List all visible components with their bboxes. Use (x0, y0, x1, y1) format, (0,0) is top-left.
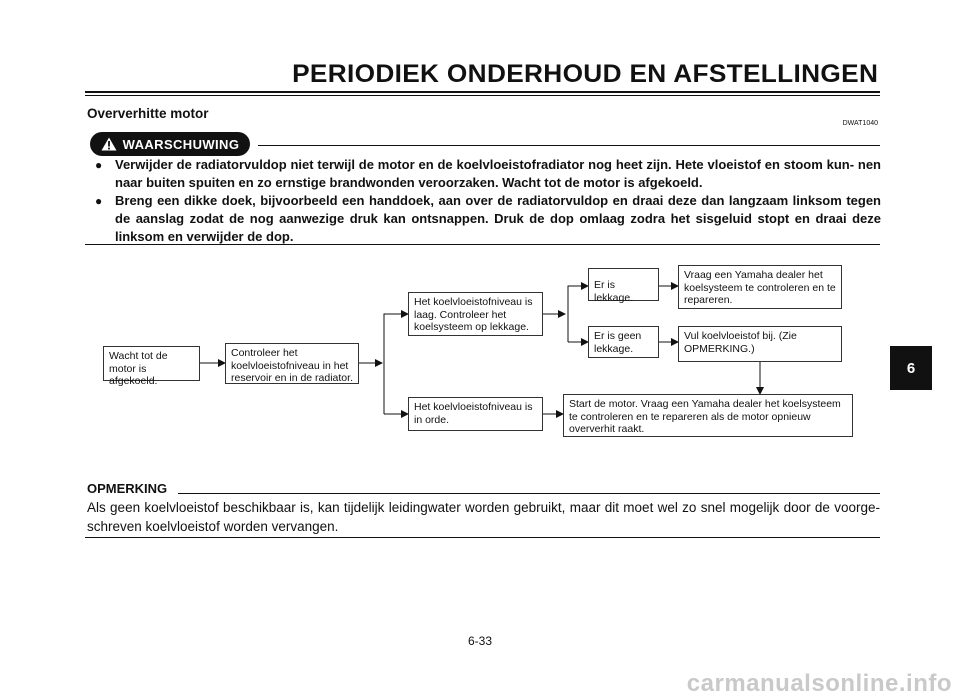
chapter-tab: 6 (890, 346, 932, 390)
warning-label: WAARSCHUWING (122, 136, 240, 152)
page-header-title: PERIODIEK ONDERHOUD EN AFSTELLINGEN (291, 60, 878, 88)
section-title: Oververhitte motor (87, 106, 209, 121)
note-rule (178, 493, 880, 494)
flow-box-level-low: Het koelvloeistofniveau is laag. Controleer het koelsysteem op lekkage. (408, 292, 543, 336)
note-title: OPMERKING (87, 481, 168, 496)
note-text: Als geen koelvloeistof beschikbaar is, kan tijdelijk leidingwater worden gebruikt, maar dit moet wel zo snel mogelijk door de voorge- schreven koelvloeistof worden vervangen. (87, 500, 880, 534)
flow-box-level-ok: Het koelvloeistofniveau is in orde. (408, 397, 543, 431)
flow-box-leak: Er is lekkage. (588, 268, 659, 301)
flow-box-check-level: Controleer het koelvloeistofniveau in het reservoir en in de radiator. (225, 343, 359, 384)
warning-item-text: Verwijder de radiatorvuldop niet terwijl de motor en de koelvloeistofradiator nog heet zijn. Hete vloeistof en stoom kun- nen naar buiten spuiten en zo ernstige brandwonden veroorzaken. Wacht tot de motor is afgekoeld. (115, 157, 881, 190)
flow-box-dealer-repair: Vraag een Yamaha dealer het koelsysteem te controleren en te repareren. (678, 265, 842, 309)
branch-check-to-low (384, 314, 408, 414)
flow-box-restart: Start de motor. Vraag een Yamaha dealer het koelsysteem te controleren en te repareren als de motor opnieuw oververhit raakt. (563, 394, 853, 437)
flow-box-no-leak: Er is geen lekkage. (588, 326, 659, 358)
document-code: DWAT1040 (842, 120, 878, 127)
note-end-rule (85, 537, 880, 538)
watermark: carmanualsonline.info (686, 670, 952, 697)
bullet-icon: ● (95, 158, 103, 172)
branch-low-to-leak (568, 286, 588, 342)
bullet-icon: ● (95, 194, 103, 208)
page-number: 6-33 (467, 634, 493, 648)
warning-item-text: Breng een dikke doek, bijvoorbeeld een handdoek, aan over de radiatorvuldop en draai deze dan langzaam linksom tegen de aanslag zodat de nog aanwezige druk kan ontsnappen. Druk de dop omlaag zodra het sisgeluid stopt en draai deze linksom en verwijder de dop. (115, 193, 881, 244)
flow-box-fill-coolant: Vul koelvloeistof bij. (Zie OPMERKING.) (678, 326, 842, 362)
flow-box-start: Wacht tot de motor is afgekoeld. (103, 346, 200, 381)
